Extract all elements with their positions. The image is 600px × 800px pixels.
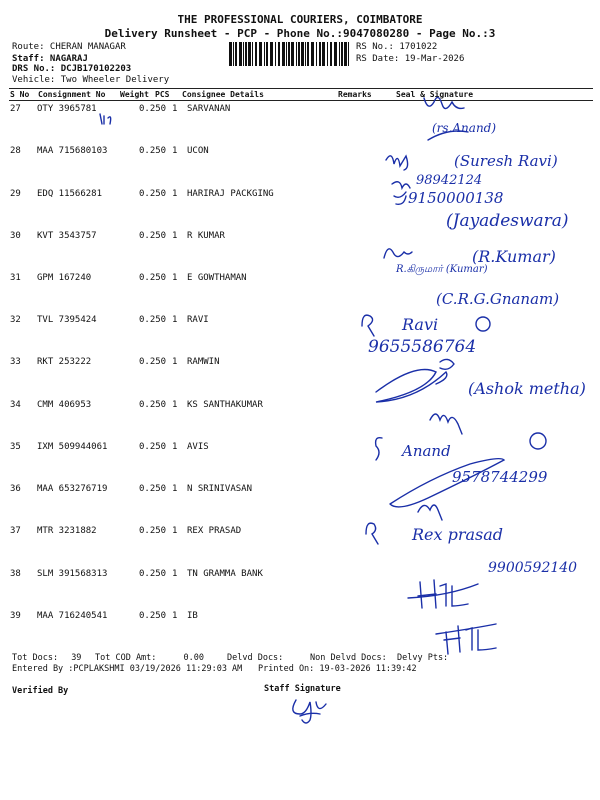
note-row29-name: (Jayadeswara) — [446, 211, 569, 231]
row-weight: 0.250 — [139, 273, 167, 283]
row-consignment: MAA 716240541 — [37, 611, 108, 621]
row-weight: 0.250 — [139, 526, 167, 536]
footer-delivery-points: Delvy Pts: — [397, 653, 449, 663]
row-consignment: CMM 406953 — [37, 400, 92, 410]
row-consignee: RAVI — [187, 315, 209, 325]
row-weight: 0.250 — [139, 146, 167, 156]
row-pcs: 1 — [172, 315, 178, 325]
row-weight: 0.250 — [139, 442, 167, 452]
row-consignee: RAMWIN — [187, 357, 220, 367]
row-sno: 36 — [10, 484, 21, 494]
signature-row32 — [362, 315, 374, 336]
row-weight: 0.250 — [139, 189, 167, 199]
row-sno: 28 — [10, 146, 21, 156]
footer-total-docs: Tot Docs: 39 — [12, 653, 82, 663]
row-weight: 0.250 — [139, 231, 167, 241]
row-consignment: SLM 391568313 — [37, 569, 108, 579]
vehicle-label: Vehicle: Two Wheeler Delivery — [12, 75, 170, 85]
row-sno: 35 — [10, 442, 21, 452]
col-seal-signature: Seal & Signature — [396, 90, 474, 99]
signature-row34 — [430, 414, 462, 434]
row-consignment: MAA 715680103 — [37, 146, 108, 156]
note-row29-number: 9150000138 — [408, 189, 504, 207]
drs-label: DRS No.: DCJB170102203 — [12, 64, 132, 74]
col-pcs: PCS — [155, 90, 170, 99]
row-weight: 0.250 — [139, 315, 167, 325]
col-consignee: Consignee Details — [182, 90, 264, 99]
footer-delivered-docs: Delvd Docs: — [227, 653, 284, 663]
note-row32-phone: 9655586764 — [368, 337, 477, 357]
signature-row35 — [376, 438, 382, 460]
staff-signature-mark — [293, 700, 326, 723]
row-consignment: EDQ 11566281 — [37, 189, 103, 199]
row-consignee: SARVANAN — [187, 104, 231, 114]
staff-signature-label: Staff Signature — [264, 684, 341, 694]
row-pcs: 1 — [172, 231, 178, 241]
note-row32: Ravi — [402, 315, 439, 334]
row-sno: 29 — [10, 189, 21, 199]
footer-entered-by: Entered By :PCPLAKSHMI 03/19/2026 11:29:03 AM — [12, 664, 243, 674]
row-pcs: 1 — [172, 569, 178, 579]
note-row30: (R.Kumar) — [472, 247, 556, 266]
note-row30-tamil: R.கிருமார் (Kumar) — [396, 264, 488, 275]
note-row28-phone: 98942124 — [416, 173, 483, 188]
row-consignment: KVT 3543757 — [37, 231, 97, 241]
rs-date: RS Date: 19-Mar-2026 — [356, 54, 465, 64]
note-row35-phone: 9578744299 — [452, 468, 548, 486]
row-consignment: RKT 253222 — [37, 357, 92, 367]
row-weight: 0.250 — [139, 357, 167, 367]
row-weight: 0.250 — [139, 484, 167, 494]
row-pcs: 1 — [172, 189, 178, 199]
note-row28: (Suresh Ravi) — [454, 152, 558, 170]
row-weight: 0.250 — [139, 104, 167, 114]
note-row37-phone: 9900592140 — [488, 560, 578, 576]
row-weight: 0.250 — [139, 611, 167, 621]
note-row27: (rs.Anand) — [432, 121, 497, 135]
signature-row37 — [366, 523, 378, 544]
row-consignee: N SRINIVASAN — [187, 484, 253, 494]
footer-printed-on: Printed On: 19-03-2026 11:39:42 — [258, 664, 417, 674]
row-sno: 34 — [10, 400, 21, 410]
row-consignee: E GOWTHAMAN — [187, 273, 247, 283]
row-pcs: 1 — [172, 400, 178, 410]
row-consignment: MTR 3231882 — [37, 526, 97, 536]
row-sno: 31 — [10, 273, 21, 283]
row-pcs: 1 — [172, 611, 178, 621]
row-consignee: REX PRASAD — [187, 526, 242, 536]
row-pcs: 1 — [172, 484, 178, 494]
row-sno: 33 — [10, 357, 21, 367]
footer-non-delivered-docs: Non Delvd Docs: — [310, 653, 387, 663]
signature-row39 — [444, 626, 496, 654]
row-sno: 38 — [10, 569, 21, 579]
row-consignment: IXM 509944061 — [37, 442, 108, 452]
row-pcs: 1 — [172, 104, 178, 114]
signature-row28 — [386, 156, 408, 170]
col-consignment: Consignment No — [38, 90, 106, 99]
row-consignee: KS SANTHAKUMAR — [187, 400, 263, 410]
row-pcs: 1 — [172, 526, 178, 536]
rs-number: RS No.: 1701022 — [356, 42, 438, 52]
note-row34: (Ashok metha) — [468, 379, 586, 398]
row-sno: 39 — [10, 611, 21, 621]
row-sno: 37 — [10, 526, 21, 536]
note-row35: Anand — [402, 442, 451, 460]
row-consignee: IB — [187, 611, 198, 621]
row-weight: 0.250 — [139, 569, 167, 579]
runsheet-title: Delivery Runsheet - PCP - Phone No.:9047080280 - Page No.:3 — [104, 27, 496, 40]
row-consignment: TVL 7395424 — [37, 315, 97, 325]
footer-total-cod: Tot COD Amt: 0.00 — [95, 653, 205, 663]
row-consignee: TN GRAMMA BANK — [187, 569, 263, 579]
row-consignment: GPM 167240 — [37, 273, 92, 283]
signature-row30 — [384, 249, 412, 258]
row-sno: 32 — [10, 315, 21, 325]
note-row31: (C.R.G.Gnanam) — [436, 290, 560, 308]
row-pcs: 1 — [172, 357, 178, 367]
row-pcs: 1 — [172, 146, 178, 156]
row-weight: 0.250 — [139, 400, 167, 410]
signature-row27 — [424, 97, 464, 108]
row-consignee: HARIRAJ PACKGING — [187, 189, 274, 199]
company-name: THE PROFESSIONAL COURIERS, COIMBATORE — [177, 13, 423, 26]
col-sno: S No — [10, 90, 30, 99]
verified-by-label: Verified By — [12, 686, 69, 696]
route-label: Route: CHERAN MANAGAR — [12, 42, 126, 52]
row-pcs: 1 — [172, 273, 178, 283]
staff-label: Staff: NAGARAJ — [12, 54, 88, 64]
col-weight: Weight — [120, 90, 149, 99]
row-consignment: MAA 653276719 — [37, 484, 108, 494]
row-pcs: 1 — [172, 442, 178, 452]
row-consignment: OTY 3965781 — [37, 104, 97, 114]
row-consignee: UCON — [187, 146, 209, 156]
row-sno: 27 — [10, 104, 21, 114]
signature-row33 — [376, 370, 447, 403]
col-remarks: Remarks — [338, 90, 372, 99]
note-row37: Rex prasad — [412, 525, 504, 544]
row-sno: 30 — [10, 231, 21, 241]
row-consignee: R KUMAR — [187, 231, 225, 241]
row-consignee: AVIS — [187, 442, 209, 452]
